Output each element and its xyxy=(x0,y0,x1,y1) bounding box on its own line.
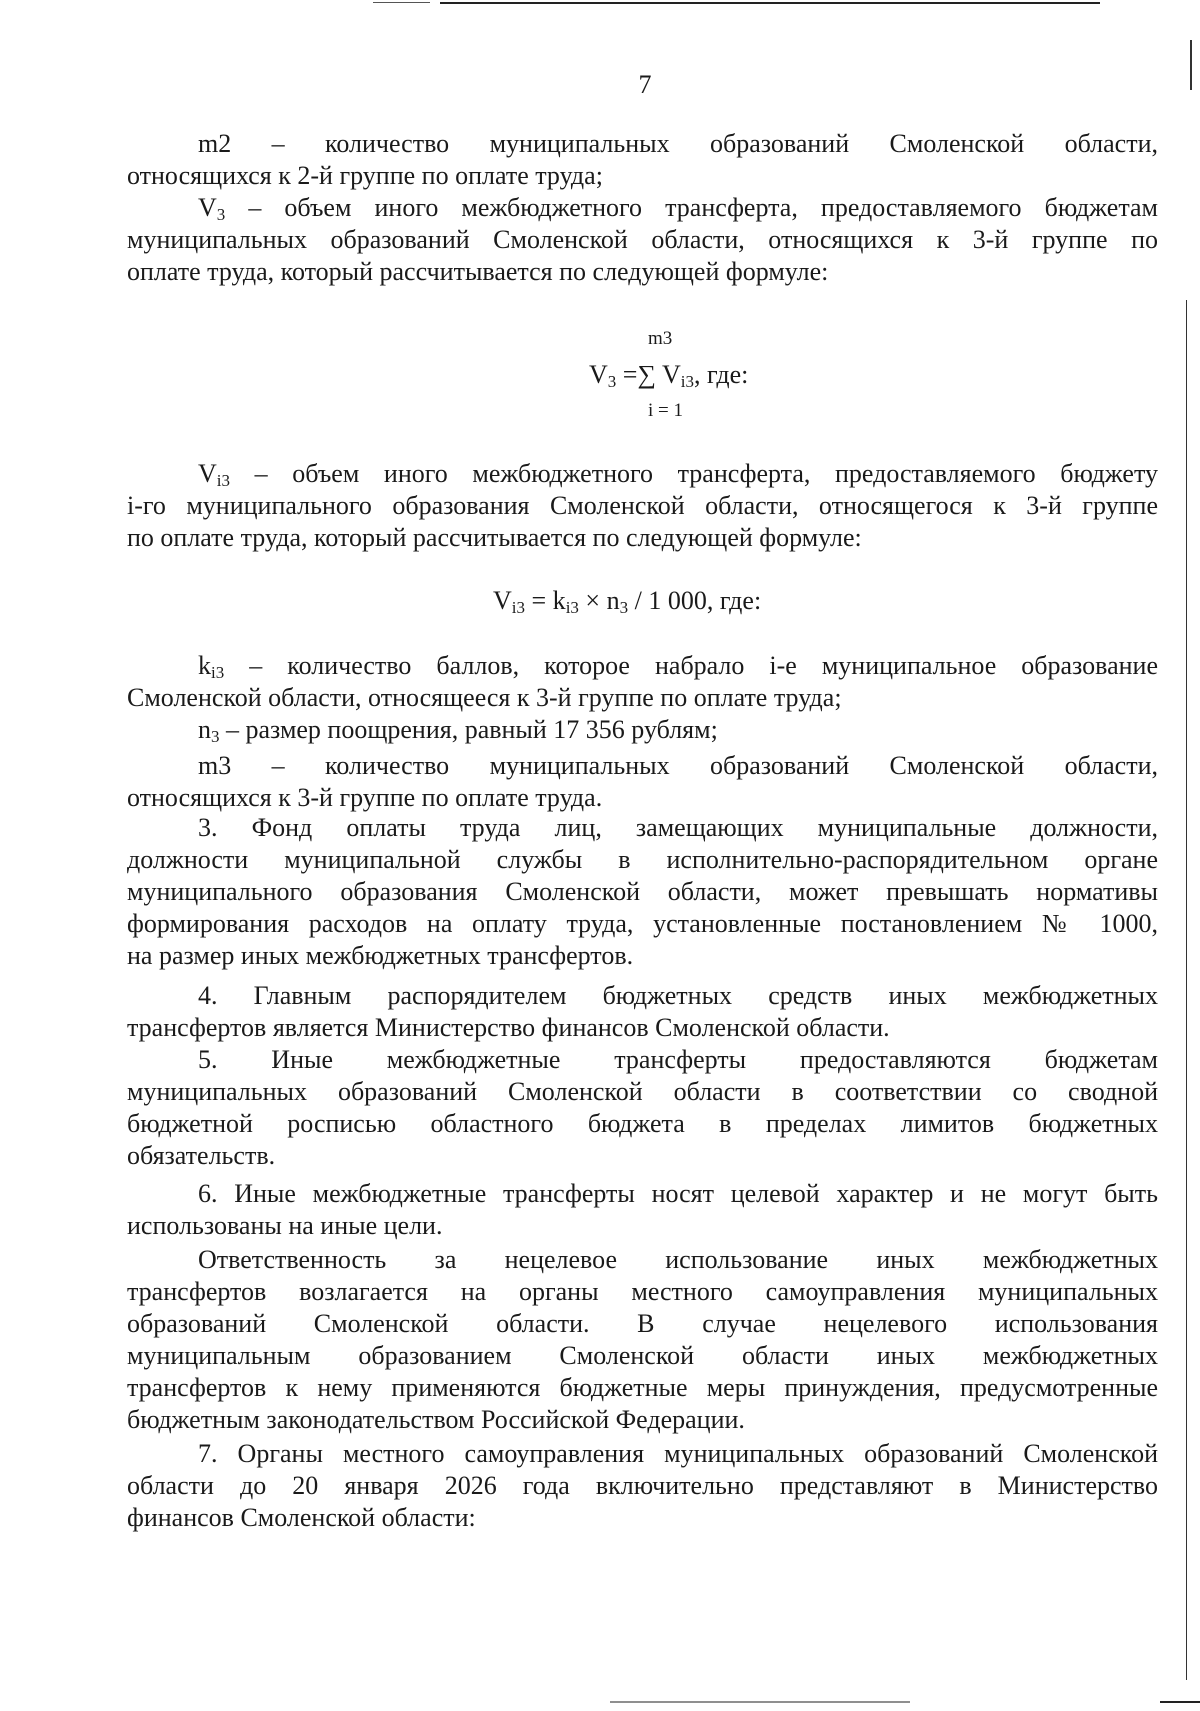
paragraph-m3 xyxy=(127,750,1158,814)
text-line: должности муниципальной службы в исполнительно-распорядительном органе xyxy=(127,845,1158,874)
text-line: относящихся к 2-й группе по оплате труда; xyxy=(127,161,603,190)
text-line: m3 – количество муниципальных образований Смоленской области, xyxy=(198,751,1158,780)
paragraph-v3 xyxy=(127,192,1158,288)
text-line: $V_3$ – объем иного межбюджетного трансферта, предоставляемого бюджетам xyxy=(198,193,1158,224)
text-line: i-го муниципального образования Смоленской области, относящегося к 3-й группе xyxy=(127,491,1158,520)
text-line: трансфертов возлагается на органы местного самоуправления муниципальных xyxy=(127,1277,1158,1306)
scan-artifact-line xyxy=(610,1701,910,1703)
text-line: Ответственность за нецелевое использование иных межбюджетных xyxy=(198,1245,1158,1274)
text-line: муниципальным образованием Смоленской области иных межбюджетных xyxy=(127,1341,1158,1370)
text-line: 4. Главным распорядителем бюджетных средств иных межбюджетных xyxy=(198,981,1158,1010)
text-line: 6. Иные межбюджетные трансферты носят целевой характер и не могут быть xyxy=(198,1179,1158,1208)
text-line: 5. Иные межбюджетные трансферты предоставляются бюджетам xyxy=(198,1045,1158,1074)
paragraph-ki3 xyxy=(127,650,1158,714)
text-line: использованы на иные цели. xyxy=(127,1211,443,1240)
text-line: бюджетным законодательством Российской Федерации. xyxy=(127,1405,745,1434)
paragraph-m2 xyxy=(127,128,1158,192)
paragraph-3 xyxy=(127,812,1158,972)
text-line: оплате труда, который рассчитывается по следующей формуле: xyxy=(127,257,829,286)
text-line: 3. Фонд оплаты труда лиц, замещающих муниципальные должности, xyxy=(198,813,1158,842)
text-line: муниципальных образований Смоленской области, относящихся к 3-й группе по xyxy=(127,225,1158,254)
paragraph-4 xyxy=(127,980,1158,1044)
text-line: финансов Смоленской области: xyxy=(127,1503,476,1532)
text-line: на размер иных межбюджетных трансфертов. xyxy=(127,941,634,970)
text-line: по оплате труда, который рассчитывается по следующей формуле: xyxy=(127,523,862,552)
text-line: Смоленской области, относящееся к 3-й группе по оплате труда; xyxy=(127,683,842,712)
paragraph-responsibility xyxy=(127,1244,1158,1436)
paragraph-5 xyxy=(127,1044,1158,1172)
scan-artifact-edge xyxy=(1186,300,1187,1680)
scan-artifact-line xyxy=(373,2,430,3)
text-line: бюджетной росписью областного бюджета в пределах лимитов бюджетных xyxy=(127,1109,1158,1138)
text-line: 7. Органы местного самоуправления муниципальных образований Смоленской xyxy=(198,1439,1158,1468)
text-line: обязательств. xyxy=(127,1141,276,1170)
formula-main: $V_3$ =∑ $V_{i3}$, где: xyxy=(589,360,749,391)
text-line: образований Смоленской области. В случае нецелевого использования xyxy=(127,1309,1158,1338)
page-number: 7 xyxy=(638,70,652,99)
paragraph-vi3 xyxy=(127,458,1158,554)
scan-artifact-line xyxy=(1160,1701,1200,1703)
text-line: муниципальных образований Смоленской области в соответствии со сводной xyxy=(127,1077,1158,1106)
text-line: муниципального образования Смоленской области, может превышать нормативы xyxy=(127,877,1158,906)
paragraph-7 xyxy=(127,1438,1158,1534)
text-line: трансфертов является Министерство финансов Смоленской области. xyxy=(127,1013,890,1042)
formula-vi3: $V_{i3} = k_{i3} \times n_3 / 1$ 000, где: xyxy=(493,586,762,617)
text-line: $V_{i3}$ – объем иного межбюджетного трансферта, предоставляемого бюджету xyxy=(198,459,1158,490)
text-line: $n_3$ – размер поощрения, равный 17 356 рублям; xyxy=(198,715,718,746)
text-line: трансфертов к нему применяются бюджетные меры принуждения, предусмотренные xyxy=(127,1373,1158,1402)
text-line: $k_{i3}$ – количество баллов, которое набрало i-е муниципальное образование xyxy=(198,651,1158,682)
text-line: области до 20 января 2026 года включительно представляют в Министерство xyxy=(127,1471,1158,1500)
text-line: формирования расходов на оплату труда, установленные постановлением № 1000, xyxy=(127,909,1158,938)
scan-artifact-line xyxy=(440,2,1100,4)
paragraph-n3 xyxy=(127,714,1158,746)
paragraph-6 xyxy=(127,1178,1158,1242)
sum-lower-limit: i = 1 xyxy=(648,400,683,421)
sum-upper-limit: m3 xyxy=(648,328,673,349)
text-line: m2 – количество муниципальных образований Смоленской области, xyxy=(198,129,1158,158)
text-line: относящихся к 3-й группе по оплате труда. xyxy=(127,783,603,812)
